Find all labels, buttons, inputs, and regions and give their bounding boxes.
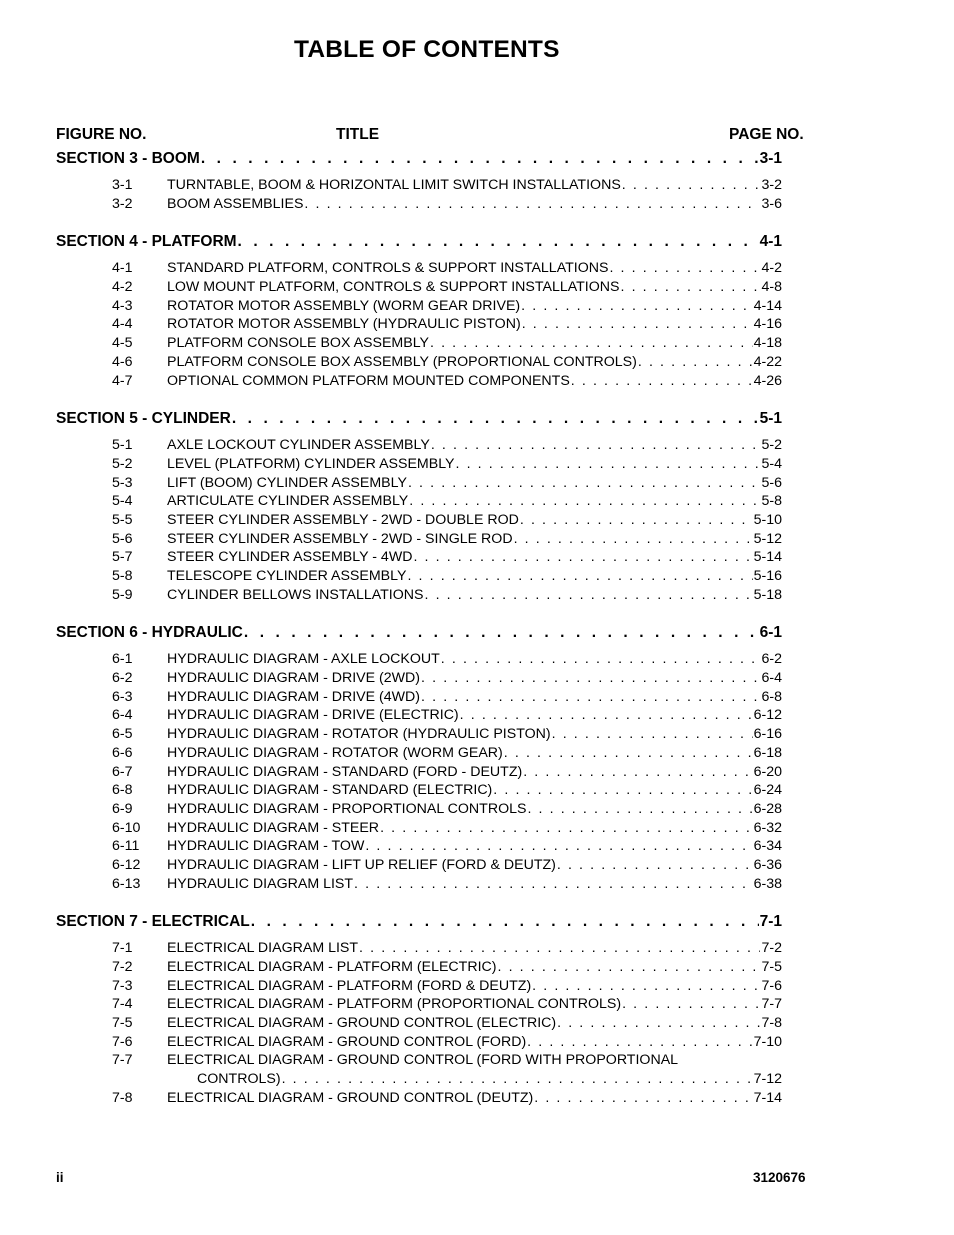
entry-page: 6-4 — [761, 670, 782, 687]
dot-leader — [365, 838, 752, 854]
entry-page: 6-28 — [753, 800, 782, 817]
entry-title: STEER CYLINDER ASSEMBLY - 4WD — [167, 549, 413, 566]
entry-title: ROTATOR MOTOR ASSEMBLY (WORM GEAR DRIVE) — [167, 297, 521, 314]
dot-leader — [621, 279, 761, 295]
entry-page: 7-14 — [753, 1089, 782, 1106]
toc-section-heading[interactable] — [56, 150, 782, 172]
figure-number: 5-6 — [112, 530, 133, 547]
section-label: SECTION 5 - CYLINDER — [56, 410, 231, 428]
toc-entry[interactable] — [56, 1014, 782, 1033]
toc-entry[interactable] — [56, 977, 782, 996]
entry-page: 6-36 — [753, 856, 782, 873]
entry-title: HYDRAULIC DIAGRAM - STEER — [167, 819, 380, 836]
figure-number: 5-5 — [112, 511, 133, 528]
dot-leader — [557, 1015, 760, 1031]
entry-page: 7-8 — [761, 1015, 782, 1032]
figure-number: 7-7 — [112, 1052, 133, 1069]
toc-entry[interactable] — [56, 875, 782, 894]
section-label: SECTION 7 - ELECTRICAL — [56, 913, 250, 931]
dot-leader — [504, 745, 753, 761]
dot-leader — [638, 354, 753, 370]
dot-leader — [622, 996, 760, 1012]
figure-number: 7-1 — [112, 940, 133, 957]
entry-title: HYDRAULIC DIAGRAM - TOW — [167, 838, 365, 855]
dot-leader — [527, 801, 752, 817]
entry-page: 5-18 — [753, 586, 782, 603]
toc-entry[interactable] — [56, 1089, 782, 1108]
entry-title: ELECTRICAL DIAGRAM - PLATFORM (PROPORTIONAL CONTROLS) — [167, 996, 622, 1013]
dot-leader — [409, 493, 760, 509]
dot-leader — [523, 764, 752, 780]
toc-entry[interactable] — [56, 800, 782, 819]
footer-page-number: ii — [56, 1170, 64, 1185]
toc-entry[interactable] — [56, 530, 782, 549]
figure-number: 6-12 — [112, 856, 141, 873]
dot-leader — [532, 978, 760, 994]
figure-number: 6-2 — [112, 670, 133, 687]
entry-title: LIFT (BOOM) CYLINDER ASSEMBLY — [167, 474, 407, 491]
figure-number: 6-1 — [112, 651, 133, 668]
entry-title: STANDARD PLATFORM, CONTROLS & SUPPORT INSTALLATIONS — [167, 260, 609, 277]
header-figure-no: FIGURE NO. — [56, 126, 147, 143]
dot-leader — [408, 475, 761, 491]
figure-number: 6-10 — [112, 819, 141, 836]
entry-title: HYDRAULIC DIAGRAM - ROTATOR (HYDRAULIC PISTON) — [167, 726, 551, 743]
figure-number: 4-5 — [112, 335, 133, 352]
toc-entry[interactable] — [56, 372, 782, 391]
entry-page: 4-8 — [761, 279, 782, 296]
dot-leader — [522, 316, 753, 332]
toc-entry[interactable] — [56, 744, 782, 763]
dot-leader — [430, 335, 753, 351]
entry-page: 6-2 — [761, 651, 782, 668]
entry-page: 6-12 — [753, 707, 782, 724]
figure-number: 5-1 — [112, 437, 133, 454]
dot-leader — [380, 820, 753, 836]
dot-leader — [571, 373, 753, 389]
figure-number: 3-2 — [112, 195, 133, 212]
entry-title: HYDRAULIC DIAGRAM LIST — [167, 875, 354, 892]
entry-title: LOW MOUNT PLATFORM, CONTROLS & SUPPORT INSTALLATIONS — [167, 279, 620, 296]
figure-number: 3-1 — [112, 177, 133, 193]
entry-title: HYDRAULIC DIAGRAM - PROPORTIONAL CONTROLS — [167, 800, 527, 817]
entry-page: 6-34 — [753, 838, 782, 855]
figure-number: 5-3 — [112, 474, 133, 491]
section-page: 5-1 — [759, 410, 782, 428]
entry-page: 5-10 — [753, 511, 782, 528]
section-spacer — [56, 213, 782, 233]
toc-entry[interactable] — [56, 650, 782, 669]
dot-leader — [527, 1034, 752, 1050]
dot-leader — [521, 298, 752, 314]
toc-entry[interactable] — [56, 567, 782, 586]
toc-entry[interactable] — [56, 856, 782, 875]
figure-number: 6-7 — [112, 763, 133, 780]
dot-leader — [425, 587, 753, 603]
entry-title: HYDRAULIC DIAGRAM - ROTATOR (WORM GEAR) — [167, 744, 503, 761]
figure-number: 5-9 — [112, 586, 133, 603]
entry-title: HYDRAULIC DIAGRAM - STANDARD (ELECTRIC) — [167, 782, 493, 799]
entry-title: HYDRAULIC DIAGRAM - DRIVE (2WD) — [167, 670, 421, 687]
dot-leader — [421, 670, 760, 686]
entry-title: HYDRAULIC DIAGRAM - DRIVE (4WD) — [167, 688, 421, 705]
toc-entry[interactable] — [56, 492, 782, 511]
figure-number: 7-8 — [112, 1089, 133, 1106]
entry-page: 6-20 — [753, 763, 782, 780]
figure-number: 6-13 — [112, 875, 141, 892]
entry-page: 7-2 — [761, 940, 782, 957]
dot-leader — [413, 549, 752, 565]
figure-number: 6-11 — [112, 838, 140, 855]
toc-section-heading[interactable] — [56, 624, 782, 646]
entry-page: 7-7 — [761, 996, 782, 1013]
entry-title: ELECTRICAL DIAGRAM - GROUND CONTROL (FORD) — [167, 1033, 527, 1050]
toc-entry[interactable] — [56, 548, 782, 567]
section-spacer — [56, 390, 782, 410]
entry-page: 7-6 — [761, 977, 782, 994]
dot-leader — [609, 260, 760, 276]
figure-number: 6-6 — [112, 744, 133, 761]
entry-title: ELECTRICAL DIAGRAM - GROUND CONTROL (DEUTZ) — [167, 1089, 534, 1106]
entry-title: TURNTABLE, BOOM & HORIZONTAL LIMIT SWITCH INSTALLATIONS — [167, 177, 621, 193]
section-spacer — [56, 604, 782, 624]
figure-number: 5-7 — [112, 549, 133, 566]
figure-number: 7-6 — [112, 1033, 133, 1050]
entry-page: 4-26 — [753, 372, 782, 389]
toc-entry[interactable] — [56, 669, 782, 688]
entry-page: 7-12 — [753, 1071, 782, 1088]
entry-title: ARTICULATE CYLINDER ASSEMBLY — [167, 493, 409, 510]
dot-leader — [441, 651, 761, 667]
dot-leader — [238, 233, 759, 251]
figure-number: 6-4 — [112, 707, 133, 724]
figure-number: 5-8 — [112, 568, 133, 584]
entry-page: 5-4 — [761, 455, 782, 472]
entry-title: ELECTRICAL DIAGRAM - GROUND CONTROL (FORD WITH PROPORTIONAL — [167, 1052, 679, 1069]
dot-leader — [244, 624, 759, 642]
toc-entry[interactable] — [56, 315, 782, 334]
entry-title: ELECTRICAL DIAGRAM - PLATFORM (FORD & DEUTZ) — [167, 977, 532, 994]
section-label: SECTION 3 - BOOM — [56, 150, 200, 167]
dot-leader — [354, 876, 753, 892]
toc-entry[interactable] — [56, 474, 782, 493]
section-page: 7-1 — [759, 913, 782, 931]
entry-title: ELECTRICAL DIAGRAM LIST — [167, 940, 359, 957]
entry-page: 3-6 — [761, 195, 782, 212]
dot-leader — [498, 959, 761, 975]
page-title: TABLE OF CONTENTS — [294, 36, 560, 63]
toc-entry[interactable] — [56, 353, 782, 372]
entry-page: 6-16 — [753, 726, 782, 743]
toc-entry[interactable] — [56, 837, 782, 856]
toc-section-heading[interactable] — [56, 410, 782, 432]
dot-leader — [282, 1071, 753, 1087]
figure-number: 5-4 — [112, 493, 133, 510]
dot-leader — [493, 782, 752, 798]
toc-entry[interactable] — [56, 958, 782, 977]
figure-number: 4-3 — [112, 297, 133, 314]
entry-page: 4-16 — [753, 316, 782, 333]
entry-title: OPTIONAL COMMON PLATFORM MOUNTED COMPONENTS — [167, 372, 570, 389]
toc-entry[interactable] — [56, 334, 782, 353]
section-label: SECTION 4 - PLATFORM — [56, 233, 237, 251]
entry-page: 5-14 — [753, 549, 782, 566]
dot-leader — [201, 150, 759, 168]
entry-page: 5-2 — [761, 437, 782, 454]
figure-number: 6-3 — [112, 688, 133, 705]
toc-entry[interactable] — [56, 1051, 782, 1088]
figure-number: 4-6 — [112, 353, 133, 370]
dot-leader — [552, 726, 753, 742]
toc-entry[interactable] — [56, 688, 782, 707]
toc-entry[interactable] — [56, 195, 782, 214]
dot-leader — [359, 940, 760, 956]
toc-entry[interactable] — [56, 455, 782, 474]
entry-page: 4-22 — [753, 353, 782, 370]
figure-number: 6-8 — [112, 782, 133, 799]
toc-entry[interactable] — [56, 436, 782, 455]
figure-number: 4-2 — [112, 279, 133, 296]
entry-page: 6-32 — [753, 819, 782, 836]
dot-leader — [304, 196, 760, 212]
entry-title: HYDRAULIC DIAGRAM - DRIVE (ELECTRIC) — [167, 707, 459, 724]
entry-title: PLATFORM CONSOLE BOX ASSEMBLY (PROPORTIONAL CONTROLS) — [167, 353, 637, 370]
toc-entry[interactable] — [56, 176, 782, 195]
section-page: 6-1 — [759, 624, 782, 642]
toc-entry[interactable] — [56, 995, 782, 1014]
dot-leader — [534, 1090, 752, 1106]
entry-page: 5-6 — [761, 474, 782, 491]
section-label: SECTION 6 - HYDRAULIC — [56, 624, 243, 642]
entry-title: LEVEL (PLATFORM) CYLINDER ASSEMBLY — [167, 455, 455, 472]
toc-entry[interactable] — [56, 725, 782, 744]
entry-title: HYDRAULIC DIAGRAM - AXLE LOCKOUT — [167, 651, 440, 668]
entry-title: HYDRAULIC DIAGRAM - STANDARD (FORD - DEUTZ) — [167, 763, 523, 780]
figure-number: 6-5 — [112, 726, 133, 743]
section-page: 3-1 — [759, 150, 782, 167]
entry-page: 4-18 — [753, 335, 782, 352]
toc-entry[interactable] — [56, 511, 782, 530]
entry-title: PLATFORM CONSOLE BOX ASSEMBLY — [167, 335, 430, 352]
entry-title: ROTATOR MOTOR ASSEMBLY (HYDRAULIC PISTON) — [167, 316, 521, 333]
figure-number: 7-2 — [112, 959, 133, 975]
figure-number: 4-1 — [112, 260, 133, 277]
dot-leader — [460, 707, 753, 723]
entry-title: STEER CYLINDER ASSEMBLY - 2WD - SINGLE ROD — [167, 530, 513, 547]
figure-number: 7-3 — [112, 977, 133, 994]
toc-entry[interactable] — [56, 706, 782, 725]
entry-page: 4-2 — [761, 260, 782, 277]
dot-leader — [622, 177, 761, 193]
figure-number: 6-9 — [112, 800, 133, 817]
entry-page: 6-8 — [761, 688, 782, 705]
figure-number: 4-7 — [112, 372, 133, 389]
dot-leader — [431, 437, 761, 453]
footer-document-number: 3120676 — [753, 1170, 806, 1185]
entry-page: 5-8 — [761, 493, 782, 510]
section-spacer — [56, 893, 782, 913]
figure-number: 5-2 — [112, 455, 133, 472]
toc-list — [56, 150, 782, 1108]
entry-title: BOOM ASSEMBLIES — [167, 195, 304, 212]
entry-title: ELECTRICAL DIAGRAM - GROUND CONTROL (ELECTRIC) — [167, 1015, 557, 1032]
entry-title: AXLE LOCKOUT CYLINDER ASSEMBLY — [167, 437, 430, 454]
dot-leader — [232, 410, 759, 428]
figure-number: 4-4 — [112, 316, 133, 333]
toc-entry[interactable] — [56, 259, 782, 278]
toc-entry[interactable] — [56, 586, 782, 605]
section-page: 4-1 — [759, 233, 782, 251]
entry-title-continued: CONTROLS) — [197, 1071, 281, 1088]
toc-section-heading[interactable] — [56, 233, 782, 255]
dot-leader — [407, 568, 752, 584]
toc-entry[interactable] — [56, 939, 782, 958]
figure-number: 7-4 — [112, 996, 133, 1013]
entry-title: ELECTRICAL DIAGRAM - PLATFORM (ELECTRIC) — [167, 959, 497, 975]
entry-page: 7-10 — [753, 1033, 782, 1050]
dot-leader — [557, 857, 753, 873]
toc-entry[interactable] — [56, 781, 782, 800]
entry-page: 3-2 — [761, 177, 782, 193]
dot-leader — [251, 913, 759, 931]
toc-entry[interactable] — [56, 278, 782, 297]
entry-title: TELESCOPE CYLINDER ASSEMBLY — [167, 568, 407, 584]
entry-page: 6-38 — [753, 875, 782, 892]
dot-leader — [456, 456, 761, 472]
dot-leader — [421, 689, 760, 705]
entry-title: HYDRAULIC DIAGRAM - LIFT UP RELIEF (FORD & DEUTZ) — [167, 856, 556, 873]
toc-entry[interactable] — [56, 297, 782, 316]
toc-entry[interactable] — [56, 1033, 782, 1052]
entry-page: 5-16 — [753, 568, 782, 584]
entry-page: 4-14 — [753, 297, 782, 314]
header-title: TITLE — [336, 126, 380, 143]
toc-entry[interactable] — [56, 763, 782, 782]
entry-page: 6-18 — [753, 744, 782, 761]
entry-page: 5-12 — [753, 530, 782, 547]
header-page-no: PAGE NO. — [729, 126, 804, 143]
entry-page: 7-5 — [761, 959, 782, 975]
entry-title: STEER CYLINDER ASSEMBLY - 2WD - DOUBLE ROD — [167, 511, 519, 528]
entry-page: 6-24 — [753, 782, 782, 799]
toc-entry[interactable] — [56, 819, 782, 838]
dot-leader — [520, 512, 753, 528]
toc-section-heading[interactable] — [56, 913, 782, 935]
dot-leader — [514, 531, 753, 547]
entry-title: CYLINDER BELLOWS INSTALLATIONS — [167, 586, 424, 603]
figure-number: 7-5 — [112, 1015, 133, 1032]
